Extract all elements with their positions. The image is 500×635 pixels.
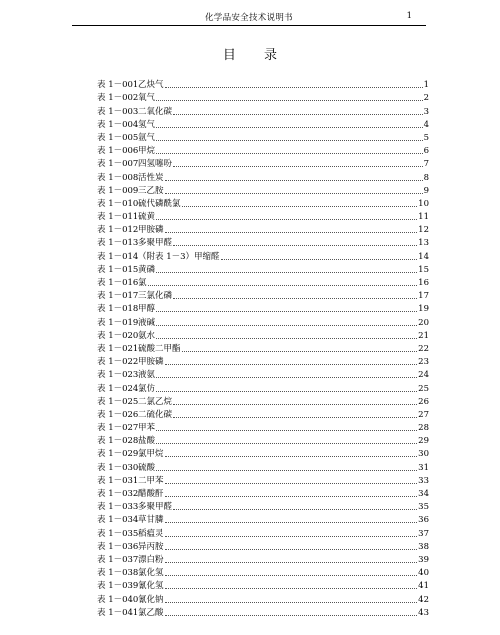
page-number: 1 [406,11,412,21]
toc-dot-leader [165,193,423,194]
toc-entry-page: 27 [418,409,429,420]
toc-dot-leader [165,456,418,457]
toc-entry-name: 三氯化磷 [138,291,173,302]
toc-entry-code: 表 1－032 [97,489,139,499]
toc-entry-name: 氯化氢 [138,568,164,579]
toc-entry-name: 多聚甲醛 [138,502,173,513]
toc-entry-code: 表 1－009 [97,185,139,196]
toc-entry[interactable] [97,235,429,248]
toc-entry-name: 异丙胺 [138,541,164,552]
toc-entry-page: 8 [423,172,429,183]
toc-entry-name: （附表 1－3）甲缩醛 [138,251,220,262]
toc-entry-page: 17 [418,291,429,302]
toc-entry[interactable] [97,525,429,538]
toc-dot-leader [156,470,417,471]
toc-entry-page: 11 [418,212,429,223]
toc-entry[interactable] [97,552,429,565]
toc-entry-name: 硫酸二甲酯 [138,343,181,354]
toc-dot-leader [156,377,417,378]
toc-dot-leader [165,562,418,563]
header-divider [72,25,426,26]
toc-dot-leader [156,153,423,154]
toc-entry-page: 15 [418,264,429,275]
toc-entry[interactable] [97,459,429,472]
toc-entry-code: 表 1－016 [97,278,139,288]
toc-entry-page: 19 [418,304,429,315]
toc-entry-name: 二氯乙烷 [138,396,173,407]
toc-entry-name: 氰化钠 [138,594,164,605]
toc-dot-leader [156,391,417,392]
toc-dot-leader [165,364,418,365]
toc-entry-page: 21 [418,330,429,341]
toc-entry-page: 36 [418,515,429,526]
toc-entry-page: 13 [418,238,429,249]
toc-dot-leader [173,298,417,299]
toc-list [97,77,429,618]
document-title: 化学品安全技术说明书 [204,13,293,23]
toc-entry-page: 28 [418,423,429,434]
toc-entry-name: 稻瘟灵 [138,528,164,539]
toc-entry-code: 表 1－003 [97,106,139,117]
toc-entry[interactable] [97,77,429,90]
toc-entry-name: 草甘膦 [138,515,164,526]
toc-dot-leader [173,509,417,510]
toc-dot-leader [173,404,417,405]
toc-entry-name: 盐酸 [138,436,156,447]
toc-entry[interactable] [97,328,429,341]
toc-entry-code: 表 1－028 [97,436,139,447]
toc-entry[interactable] [97,103,429,116]
toc-entry[interactable] [97,354,429,367]
toc-entry-name: 甲胺磷 [138,225,164,236]
toc-entry-page: 16 [418,278,429,288]
toc-entry-name: 氯乙酸 [138,607,164,618]
toc-entry[interactable] [97,341,429,354]
toc-entry[interactable] [97,512,429,525]
toc-dot-leader [173,114,423,115]
toc-entry[interactable] [97,605,429,618]
toc-entry-page: 1 [423,80,429,91]
toc-entry-code: 表 1－035 [97,528,139,539]
toc-entry-name: 漂白粉 [138,554,164,565]
toc-dot-leader [173,417,417,418]
toc-dot-leader [182,351,418,352]
toc-entry-name: 乙炔气 [138,80,164,91]
toc-entry-name: 甲苯 [138,423,156,434]
toc-entry-code: 表 1－033 [97,502,139,513]
toc-entry[interactable] [97,209,429,222]
toc-entry-name: 硫代磷酰氯 [138,198,181,209]
toc-entry-name: 氨水 [138,330,156,341]
toc-dot-leader [156,443,417,444]
toc-entry-code: 表 1－023 [97,370,139,381]
toc-entry-name: 氢气 [138,119,156,130]
toc-dot-leader [165,232,418,233]
toc-entry-code: 表 1－010 [97,198,139,209]
toc-dot-leader [156,311,417,312]
toc-entry[interactable] [97,394,429,407]
toc-entry-code: 表 1－014 [97,251,139,262]
toc-entry[interactable] [97,446,429,459]
toc-entry-page: 4 [423,119,429,130]
toc-entry[interactable] [97,539,429,552]
toc-entry-name: 氯仿 [138,383,156,394]
toc-entry-page: 31 [418,462,429,473]
toc-entry[interactable] [97,183,429,196]
toc-entry[interactable] [97,367,429,380]
toc-entry-code: 表 1－037 [97,554,139,565]
toc-entry-code: 表 1－039 [97,581,139,592]
toc-entry-page: 38 [418,541,429,552]
toc-entry-page: 2 [423,93,429,104]
toc-entry-code: 表 1－011 [97,212,139,223]
toc-dot-leader [156,430,417,431]
toc-dot-leader [165,522,418,523]
toc-entry-code: 表 1－007 [97,159,139,170]
toc-entry-name: 二甲苯 [138,475,164,486]
toc-dot-leader [148,285,418,286]
toc-dot-leader [156,100,423,101]
toc-entry-page: 40 [418,568,429,579]
toc-entry-code: 表 1－004 [97,119,139,130]
toc-dot-leader [156,127,423,128]
toc-entry[interactable] [97,117,429,130]
toc-dot-leader [221,259,418,260]
toc-dot-leader [165,549,418,550]
toc-entry-page: 3 [423,106,429,117]
toc-entry-page: 43 [418,607,429,618]
toc-entry-name: 硫酸 [138,462,156,473]
toc-entry-page: 37 [418,528,429,539]
toc-entry-code: 表 1－034 [97,515,139,526]
toc-entry[interactable] [97,499,429,512]
toc-entry-name: 醋酸酐 [138,489,164,499]
toc-entry[interactable] [97,169,429,182]
toc-entry-name: 二氧化碳 [138,106,173,117]
toc-entry-name: 氧气 [138,93,156,104]
toc-entry-name: 多聚甲醛 [138,238,173,249]
toc-entry[interactable] [97,486,429,499]
toc-entry[interactable] [97,196,429,209]
page-header [72,10,426,24]
toc-entry-name: 液碱 [138,317,156,328]
toc-dot-leader [165,496,418,497]
toc-entry-code: 表 1－022 [97,357,139,368]
toc-dot-leader [182,206,418,207]
toc-entry[interactable] [97,262,429,275]
toc-entry[interactable] [97,380,429,393]
toc-entry-code: 表 1－020 [97,330,139,341]
toc-entry-page: 30 [418,449,429,460]
toc-dot-leader [156,140,423,141]
toc-entry-code: 表 1－024 [97,383,139,394]
toc-entry[interactable] [97,156,429,169]
toc-entry-code: 表 1－036 [97,541,139,552]
toc-entry-page: 42 [418,594,429,605]
toc-entry-page: 25 [418,383,429,394]
toc-dot-leader [165,602,418,603]
toc-entry[interactable] [97,433,429,446]
toc-entry-code: 表 1－030 [97,462,139,473]
toc-entry-code: 表 1－041 [97,607,139,618]
toc-entry-page: 10 [418,198,429,209]
toc-entry-code: 表 1－040 [97,594,139,605]
toc-entry-page: 23 [418,357,429,368]
toc-dot-leader [165,588,418,589]
toc-dot-leader [165,575,418,576]
toc-entry-name: 氩气 [138,132,156,143]
toc-entry-page: 12 [418,225,429,236]
toc-entry-page: 6 [423,146,429,157]
toc-entry-name: 甲胺磷 [138,357,164,368]
toc-entry-code: 表 1－013 [97,238,139,249]
toc-entry-code: 表 1－019 [97,317,139,328]
toc-entry-name: 氰化氢 [138,581,164,592]
toc-entry[interactable] [97,407,429,420]
toc-entry-name: 甲醇 [138,304,156,315]
toc-entry-page: 39 [418,554,429,565]
toc-dot-leader [165,87,423,88]
toc-entry-page: 22 [418,343,429,354]
toc-entry-page: 7 [423,159,429,170]
toc-entry-name: 甲烷 [138,146,156,157]
toc-entry-code: 表 1－026 [97,409,139,420]
toc-entry[interactable] [97,90,429,103]
toc-entry-code: 表 1－018 [97,304,139,315]
toc-entry[interactable] [97,301,429,314]
toc-dot-leader [173,245,417,246]
toc-entry[interactable] [97,288,429,301]
toc-entry-name: 液氨 [138,370,156,381]
toc-entry-code: 表 1－001 [97,80,139,91]
toc-entry[interactable] [97,473,429,486]
toc-dot-leader [165,483,418,484]
toc-entry-page: 35 [418,502,429,513]
toc-title: 目 录 [222,48,290,63]
toc-entry-name: 硫黄 [138,212,156,223]
toc-entry-name: 氯甲烷 [138,449,164,460]
toc-entry-name: 二硫化碳 [138,409,173,420]
toc-entry-code: 表 1－006 [97,146,139,157]
toc-entry-code: 表 1－029 [97,449,139,460]
toc-entry[interactable] [97,578,429,591]
toc-entry-name: 氯 [138,278,147,288]
toc-dot-leader [173,166,423,167]
toc-entry-page: 14 [418,251,429,262]
toc-dot-leader [165,615,418,616]
toc-entry-page: 34 [418,489,429,499]
toc-entry-name: 黄磷 [138,264,156,275]
toc-entry-page: 20 [418,317,429,328]
toc-entry-page: 26 [418,396,429,407]
toc-dot-leader [156,325,417,326]
toc-entry[interactable] [97,275,429,288]
toc-entry[interactable] [97,420,429,433]
toc-dot-leader [156,272,417,273]
toc-entry-code: 表 1－025 [97,396,139,407]
toc-dot-leader [165,180,423,181]
toc-entry-page: 24 [418,370,429,381]
toc-entry[interactable] [97,565,429,578]
toc-entry-code: 表 1－021 [97,343,139,354]
toc-entry-code: 表 1－015 [97,264,139,275]
toc-entry-code: 表 1－008 [97,172,139,183]
toc-dot-leader [165,536,418,537]
toc-entry[interactable] [97,222,429,235]
toc-entry-name: 三乙胺 [138,185,164,196]
toc-entry-page: 41 [418,581,429,592]
toc-dot-leader [156,219,417,220]
toc-entry-code: 表 1－002 [97,93,139,104]
toc-entry[interactable] [97,248,429,261]
toc-entry[interactable] [97,591,429,604]
toc-entry-page: 29 [418,436,429,447]
toc-entry-page: 33 [418,475,429,486]
toc-entry-code: 表 1－017 [97,291,139,302]
toc-entry[interactable] [97,130,429,143]
toc-entry-name: 活性炭 [138,172,164,183]
toc-entry[interactable] [97,143,429,156]
toc-entry-code: 表 1－031 [97,475,139,486]
toc-entry-code: 表 1－027 [97,423,139,434]
toc-entry-code: 表 1－012 [97,225,139,236]
toc-entry-page: 5 [423,132,429,143]
toc-entry-code: 表 1－005 [97,132,139,143]
toc-entry[interactable] [97,314,429,327]
toc-dot-leader [156,338,417,339]
toc-entry-code: 表 1－038 [97,568,139,579]
toc-entry-name: 四氢噻吩 [138,159,173,170]
toc-entry-page: 9 [423,185,429,196]
